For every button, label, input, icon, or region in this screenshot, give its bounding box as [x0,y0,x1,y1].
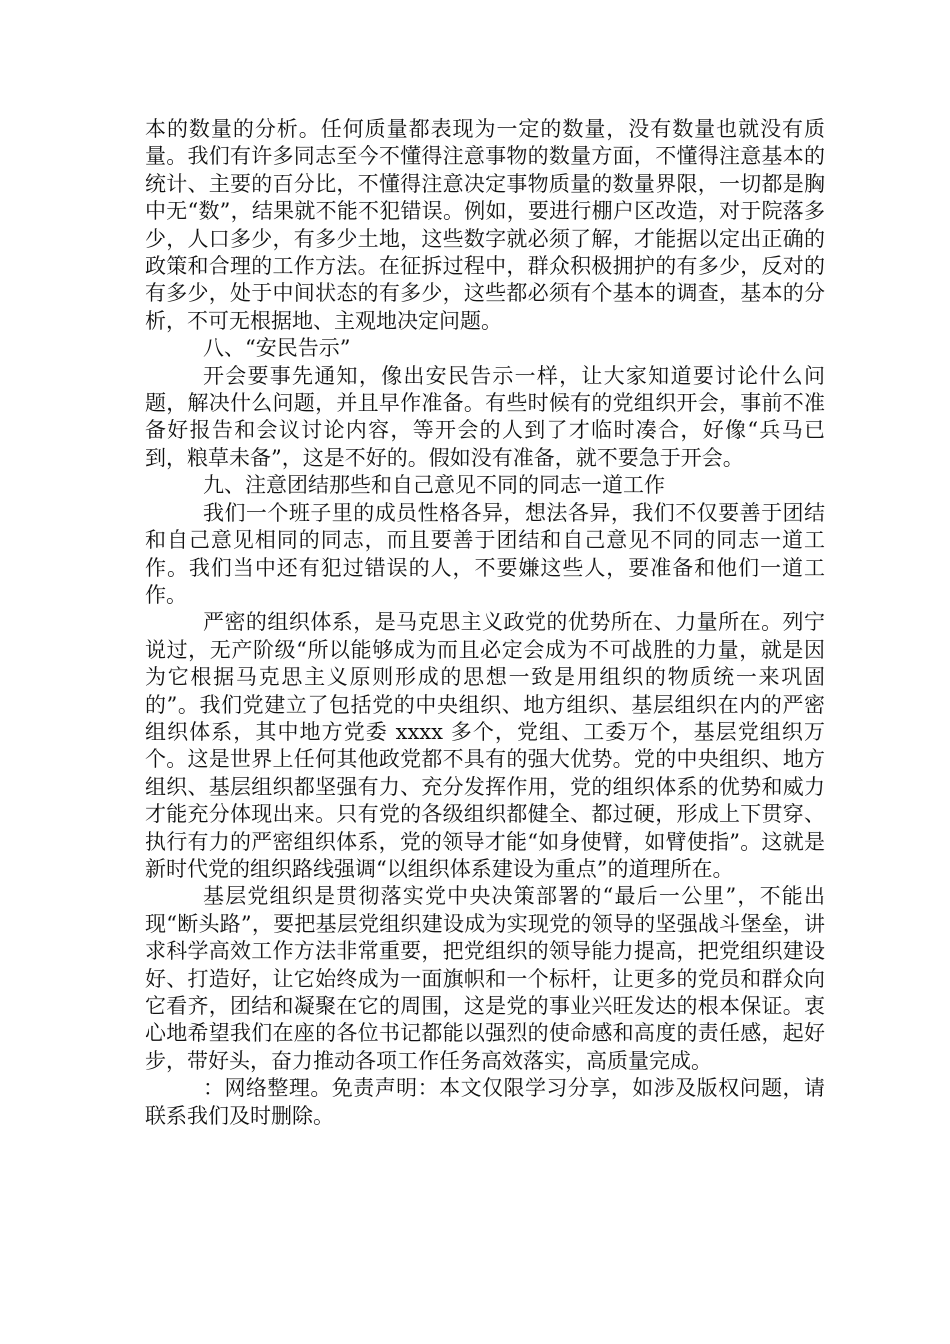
document-body [145,116,825,1130]
paragraph-unity: 我们一个班子里的成员性格各异，想法各异，我们不仅要善于团结和自己意见相同的同志，而且要善于团结和自己意见不同的同志一道工作。我们当中还有犯过错误的人，不要嫌这些人，要准备和他们一道工作。 [145,500,825,607]
paragraph-meeting-notice: 开会要事先通知，像出安民告示一样，让大家知道要讨论什么问题，解决什么问题，并且早作准备。有些时候有的党组织开会，事前不准备好报告和会议讨论内容，等开会的人到了才临时凑合，好像“兵马已到，粮草未备”，这是不好的。假如没有准备，就不要急于开会。 [145,363,825,470]
section-heading-8: 八、“安民告示” [203,336,351,361]
paragraph-organization-system: 严密的组织体系，是马克思主义政党的优势所在、力量所在。列宁说过，无产阶级“所以能够成为而且必定会成为不可战胜的力量，就是因为它根据马克思主义原则形成的思想一致是用组织的物质统一来巩固的”。我们党建立了包括党的中央组织、地方组织、基层组织在内的严密组织体系，其中地方党委 xxxx 多个，党组、工委万个，基层党组织万个。这是世界上任何其他政党都不具有的强大优势。党的中央组织、地方组织、基层组织都坚强有力、充分发挥作用，党的组织体系的优势和威力才能充分体现出来。只有党的各级组织都健全、都过硬，形成上下贯穿、执行有力的严密组织体系，党的领导才能“如身使臂，如臂使指”。这就是新时代党的组织路线强调“以组织体系建设为重点”的道理所在。 [145,610,825,881]
paragraph-grassroots-organization: 基层党组织是贯彻落实党中央决策部署的“最后一公里”，不能出现“断头路”，要把基层党组织建设成为实现党的领导的坚强战斗堡垒，讲求科学高效工作方法非常重要，把党组织的领导能力提高，把党组织建设好、打造好，让它始终成为一面旗帜和一个标杆，让更多的党员和群众向它看齐，团结和凝聚在它的周围，这是党的事业兴旺发达的根本保证。衷心地希望我们在座的各位书记都能以强烈的使命感和高度的责任感，起好步，带好头，奋力推动各项工作任务高效落实，高质量完成。 [145,884,825,1073]
section-heading-9: 九、注意团结那些和自己意见不同的同志一道工作 [203,473,665,498]
disclaimer-text: ：网络整理。免责声明：本文仅限学习分享，如涉及版权问题，请联系我们及时删除。 [145,1076,825,1128]
paragraph-quantity-analysis: 本的数量的分析。任何质量都表现为一定的数量，没有数量也就没有质量。我们有许多同志至今不懂得注意事物的数量方面，不懂得注意基本的统计、主要的百分比，不懂得注意决定事物质量的数量界限，一切都是胸中无“数”，结果就不能不犯错误。例如，要进行棚户区改造，对于院落多少，人口多少，有多少土地，这些数字就必须了解，才能据以定出正确的政策和合理的工作方法。在征拆过程中，群众积极拥护的有多少，反对的有多少，处于中间状态的有多少，这些都必须有个基本的调查，基本的分析，不可无根据地、主观地决定问题。 [145,117,825,333]
